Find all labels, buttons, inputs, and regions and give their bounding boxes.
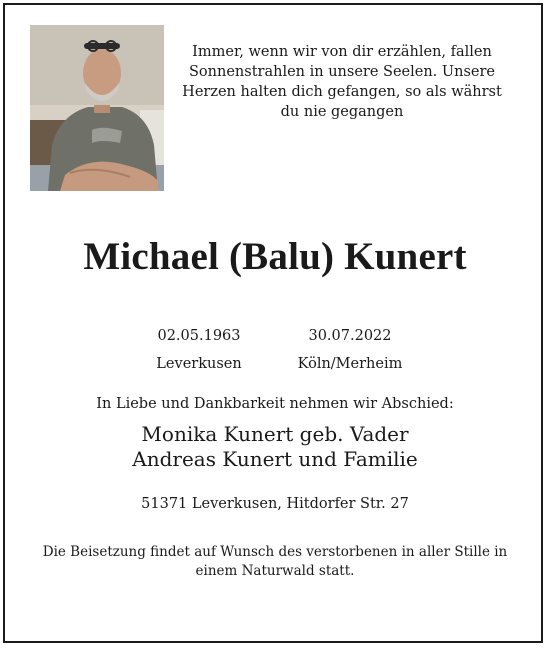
death-info bbox=[280, 326, 420, 382]
death-place: Köln/Merheim bbox=[297, 356, 403, 372]
birth-date: 02.05.1963 bbox=[157, 328, 241, 344]
death-date: 30.07.2022 bbox=[308, 328, 392, 344]
mourner-line: Andreas Kunert und Familie bbox=[132, 447, 418, 471]
memorial-poem: Immer, wenn wir von dir erzählen, fallen Sonnenstrahlen in unsere Seelen. Unsere Herzen halten dich gefangen, so als währst du nie gegangen bbox=[182, 44, 502, 120]
portrait-illustration bbox=[30, 25, 164, 191]
burial-note: Die Beisetzung findet auf Wunsch des verstorbenen in aller Stille in einem Naturwald statt. bbox=[42, 544, 508, 579]
birth-info bbox=[140, 326, 258, 382]
mourner-line: Monika Kunert geb. Vader bbox=[141, 422, 409, 446]
family-address: 51371 Leverkusen, Hitdorfer Str. 27 bbox=[141, 496, 409, 512]
birth-place: Leverkusen bbox=[156, 356, 242, 372]
mourners-list bbox=[0, 422, 550, 472]
portrait-photo bbox=[30, 25, 164, 191]
deceased-name: Michael (Balu) Kunert bbox=[83, 235, 467, 278]
farewell-text: In Liebe und Dankbarkeit nehmen wir Abschied: bbox=[96, 396, 454, 412]
